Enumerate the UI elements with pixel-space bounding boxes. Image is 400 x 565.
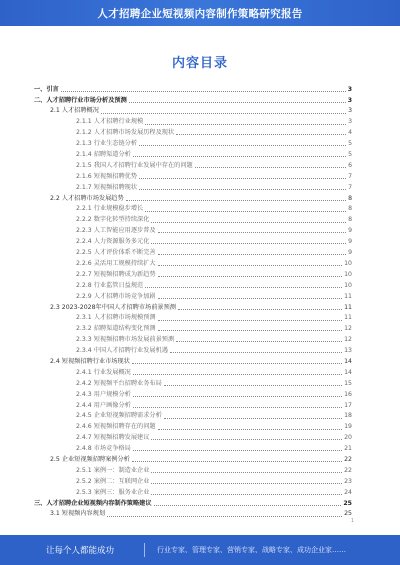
toc-entry-page: 3 [347, 85, 352, 93]
toc-entry-label: 2.3.3 短视频招聘市场发展前景预测 [76, 336, 175, 344]
toc-entry-label: 2.2.6 灵活用工规模持续扩大 [76, 259, 156, 267]
toc-entry-page: 10 [344, 259, 352, 267]
toc-entry-label: 2.2.3 人工智能应用逐步普及 [76, 227, 156, 235]
toc-entry-label: 2.3 2023-2028年中国人才招聘市场前景预测 [50, 303, 176, 311]
toc-entry-page: 7 [348, 172, 352, 180]
toc-entry[interactable] [34, 474, 352, 485]
toc-entry-page: 8 [348, 194, 352, 202]
toc-entry-page: 21 [344, 445, 352, 453]
toc-entry[interactable] [34, 398, 352, 409]
toc-entry[interactable] [34, 365, 352, 376]
toc-entry-page: 12 [344, 325, 352, 333]
toc-leader-dots [158, 232, 346, 233]
toc-entry[interactable] [34, 202, 352, 213]
toc-entry-label: 2.2.4 人力资源服务多元化 [76, 238, 150, 246]
toc-entry[interactable] [34, 496, 352, 507]
toc-entry-label: 2.2 人才招聘市场发展趋势 [50, 194, 124, 202]
toc-entry-page: 17 [344, 401, 352, 409]
toc-entry[interactable] [34, 82, 352, 93]
toc-leader-dots [145, 287, 342, 288]
toc-entry[interactable] [34, 420, 352, 431]
toc-leader-dots [154, 505, 342, 506]
toc-leader-dots [176, 134, 346, 135]
toc-leader-dots [139, 178, 346, 179]
toc-entry-label: 2.2.9 人才招聘市场竞争加剧 [76, 292, 156, 300]
toc-entry-page: 3 [348, 107, 352, 115]
toc-entry-page: 25 [344, 510, 352, 518]
toc-entry[interactable] [34, 245, 352, 256]
toc-leader-dots [61, 91, 346, 92]
toc-leader-dots [164, 385, 342, 386]
toc-entry-page: 24 [344, 488, 352, 496]
toc-entry-page: 25 [343, 499, 352, 507]
toc-leader-dots [129, 102, 346, 103]
toc-entry[interactable] [34, 169, 352, 180]
toc-entry-page: 13 [344, 347, 352, 355]
table-of-contents [34, 82, 352, 518]
toc-leader-dots [158, 265, 343, 266]
toc-entry[interactable] [34, 191, 352, 202]
toc-entry[interactable] [34, 147, 352, 158]
toc-entry[interactable] [34, 452, 352, 463]
toc-entry[interactable] [34, 300, 352, 311]
toc-entry[interactable] [34, 354, 352, 365]
toc-leader-dots [158, 330, 343, 331]
toc-entry-label: 2.1.3 行业生态链分析 [76, 140, 138, 148]
toc-entry[interactable] [34, 311, 352, 322]
toc-entry[interactable] [34, 343, 352, 354]
toc-leader-dots [151, 483, 342, 484]
toc-leader-dots [101, 113, 346, 114]
toc-entry-label: 2.2.2 数字化转型持续深化 [76, 216, 150, 224]
toc-leader-dots [133, 407, 342, 408]
toc-entry-label: 二、人才招聘行业市场分析及预测 [34, 96, 127, 104]
toc-entry-label: 3.1 短视频内容规划 [50, 510, 106, 518]
toc-entry[interactable] [34, 387, 352, 398]
toc-entry[interactable] [34, 256, 352, 267]
toc-leader-dots [132, 461, 342, 462]
toc-entry[interactable] [34, 213, 352, 224]
toc-entry-label: 2.1.6 短视频招聘优势 [76, 172, 138, 180]
toc-entry-page: 11 [344, 292, 352, 300]
toc-entry-page: 11 [344, 314, 352, 322]
toc-entry-page: 10 [344, 270, 352, 278]
toc-entry[interactable] [34, 93, 352, 104]
toc-entry-page: 9 [348, 249, 352, 257]
toc-entry-label: 2.1.7 短视频招聘现状 [76, 183, 138, 191]
toc-leader-dots [126, 200, 346, 201]
toc-entry[interactable] [34, 234, 352, 245]
toc-entry-page: 7 [348, 183, 352, 191]
toc-leader-dots [133, 450, 342, 451]
toc-entry[interactable] [34, 409, 352, 420]
toc-entry-page: 9 [348, 227, 352, 235]
toc-leader-dots [145, 124, 346, 125]
toc-entry-page: 8 [348, 216, 352, 224]
toc-entry[interactable] [34, 267, 352, 278]
toc-entry-label: 2.4.6 短视频招聘存在的问题 [76, 423, 156, 431]
toc-entry[interactable] [34, 180, 352, 191]
toc-entry-label: 2.4.7 短视频招聘发展建议 [76, 434, 150, 442]
toc-entry-page: 14 [344, 368, 352, 376]
toc-entry[interactable] [34, 485, 352, 496]
toc-entry[interactable] [34, 115, 352, 126]
toc-entry-label: 2.4.8 市场竞争格局 [76, 445, 131, 453]
report-title: 人才招聘企业短视频内容制作策略研究报告 [97, 7, 303, 20]
toc-entry-label: 2.3.1 人才招聘市场规模预测 [76, 314, 156, 322]
toc-entry-page: 22 [344, 466, 352, 474]
footer-slogan: 让每个人都能成功 [46, 546, 115, 556]
toc-heading: 内容目录 [171, 56, 228, 71]
toc-entry-label: 2.1.1 人才招聘行业规模 [76, 118, 144, 126]
toc-entry-page: 20 [344, 434, 352, 442]
header-banner [0, 0, 400, 26]
toc-entry[interactable] [34, 126, 352, 137]
toc-leader-dots [151, 243, 346, 244]
toc-entry-page: 16 [344, 390, 352, 398]
toc-leader-dots [158, 254, 346, 255]
toc-entry-page: 5 [348, 151, 352, 159]
toc-entry-page: 19 [344, 423, 352, 431]
toc-entry-label: 一、引言 [34, 85, 59, 93]
toc-entry-page: 14 [344, 357, 352, 365]
toc-leader-dots [133, 396, 342, 397]
toc-entry[interactable] [34, 332, 352, 343]
toc-leader-dots [151, 494, 342, 495]
toc-entry-label: 2.5.2 案例二：互联网企业 [76, 477, 150, 485]
toc-leader-dots [107, 516, 342, 517]
toc-entry-page: 6 [348, 161, 352, 169]
toc-leader-dots [139, 189, 346, 190]
toc-leader-dots [170, 352, 342, 353]
toc-leader-dots [178, 309, 342, 310]
toc-entry-page: 18 [344, 412, 352, 420]
toc-leader-dots [133, 374, 342, 375]
toc-entry-label: 2.4.3 用户规模分析 [76, 390, 131, 398]
toc-entry[interactable] [34, 463, 352, 474]
toc-entry-label: 2.5.1 案例一：制造业企业 [76, 466, 150, 474]
toc-leader-dots [151, 222, 346, 223]
footer-divider [144, 543, 145, 557]
toc-entry-page: 9 [348, 238, 352, 246]
toc-entry-label: 2.1.2 人才招聘市场发展历程及现状 [76, 129, 175, 137]
toc-leader-dots [158, 298, 343, 299]
toc-entry-page: 12 [344, 336, 352, 344]
toc-entry[interactable] [34, 376, 352, 387]
toc-entry[interactable] [34, 289, 352, 300]
toc-entry-label: 2.4.5 企业短视频招聘需求分析 [76, 412, 162, 420]
toc-leader-dots [158, 320, 343, 321]
page-number: 1 [350, 518, 354, 524]
toc-entry-page: 10 [344, 281, 352, 289]
toc-entry[interactable] [34, 441, 352, 452]
toc-entry-page: 23 [344, 477, 352, 485]
toc-leader-dots [132, 363, 342, 364]
toc-leader-dots [158, 429, 343, 430]
toc-leader-dots [145, 211, 346, 212]
toc-entry-label: 2.2.1 行业规模稳步增长 [76, 205, 144, 213]
toc-entry-label: 2.4.4 用户画像分析 [76, 401, 131, 409]
toc-entry-page: 4 [348, 129, 352, 137]
toc-entry-label: 三、人才招聘企业短视频内容制作策略建议 [34, 499, 152, 507]
toc-entry-label: 2.5.3 案例三：服务业企业 [76, 488, 150, 496]
toc-entry[interactable] [34, 224, 352, 235]
toc-leader-dots [151, 439, 342, 440]
toc-entry-label: 2.1 人才招聘概况 [50, 107, 99, 115]
toc-leader-dots [139, 145, 346, 146]
toc-entry-label: 2.4.2 短视频平台招聘业务布局 [76, 379, 162, 387]
toc-entry-page: 11 [344, 303, 352, 311]
toc-leader-dots [133, 156, 346, 157]
toc-entry-page: 3 [348, 118, 352, 126]
toc-entry[interactable] [34, 322, 352, 333]
toc-entry-label: 2.2.7 短视频招聘成为新趋势 [76, 270, 156, 278]
footer-tagline: 行业专家、管理专家、营销专家、战略专家、成功企业家…… [157, 546, 346, 554]
toc-entry-label: 2.1.5 我国人才招聘行业发展中存在的问题 [76, 161, 193, 169]
toc-entry-page: 3 [347, 96, 352, 104]
toc-entry-label: 2.1.4 招聘渠道分析 [76, 151, 131, 159]
toc-leader-dots [176, 341, 342, 342]
toc-entry-label: 2.5 企业短视频招聘案例分析 [50, 455, 130, 463]
toc-entry-label: 2.3.4 中国人才招聘行业发展机遇 [76, 347, 168, 355]
toc-entry-page: 15 [344, 379, 352, 387]
toc-entry[interactable] [34, 431, 352, 442]
toc-leader-dots [164, 418, 342, 419]
toc-entry-page: 22 [344, 455, 352, 463]
toc-entry-page: 5 [348, 140, 352, 148]
toc-entry-label: 2.4.1 行业发展概况 [76, 368, 131, 376]
toc-entry[interactable] [34, 278, 352, 289]
toc-entry[interactable] [34, 158, 352, 169]
toc-entry-label: 2.4 短视频招聘行业市场现状 [50, 357, 130, 365]
toc-entry[interactable] [34, 507, 352, 518]
toc-entry[interactable] [34, 104, 352, 115]
toc-entry-label: 2.3.2 招聘渠道结构变化预测 [76, 325, 156, 333]
toc-entry-label: 2.2.8 行业监管日益规范 [76, 281, 144, 289]
toc-leader-dots [195, 167, 346, 168]
footer-banner [0, 535, 400, 565]
toc-leader-dots [158, 276, 343, 277]
toc-entry-page: 8 [348, 205, 352, 213]
toc-leader-dots [151, 472, 342, 473]
toc-entry-label: 2.2.5 人才评价体系不断完善 [76, 249, 156, 257]
toc-entry[interactable] [34, 136, 352, 147]
